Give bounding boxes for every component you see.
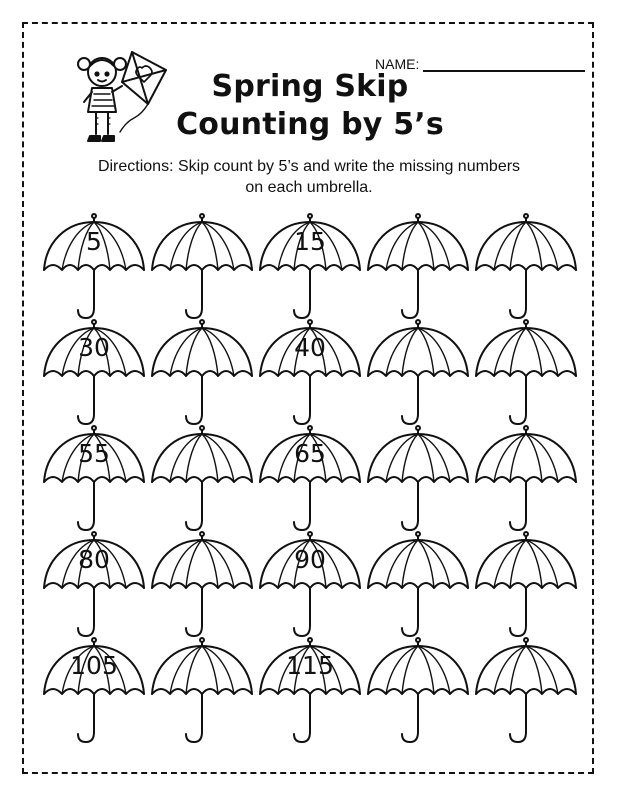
directions	[40, 156, 578, 198]
umbrella-cell[interactable]	[470, 318, 582, 428]
name-label: NAME:	[375, 56, 420, 72]
umbrella-cell[interactable]	[362, 318, 474, 428]
umbrella-cell[interactable]	[254, 318, 366, 428]
umbrella-cell[interactable]	[470, 424, 582, 534]
umbrella-number: 5	[86, 227, 102, 256]
directions-line-1: Directions: Skip count by 5’s and write the missing numbers	[97, 158, 521, 175]
umbrella-number: 115	[286, 651, 334, 680]
umbrella-cell[interactable]	[470, 636, 582, 746]
umbrella-cell[interactable]	[470, 212, 582, 322]
umbrella-cell[interactable]	[146, 636, 258, 746]
umbrella-number: 65	[294, 439, 326, 468]
umbrella-cell[interactable]	[254, 424, 366, 534]
umbrella-cell[interactable]	[362, 530, 474, 640]
umbrella-cell[interactable]	[38, 212, 150, 322]
umbrella-cell[interactable]	[362, 636, 474, 746]
worksheet-title	[150, 68, 470, 144]
title-line-2: Counting by 5’s	[176, 107, 444, 142]
umbrella-cell[interactable]	[146, 212, 258, 322]
umbrella-number: 40	[294, 333, 326, 362]
umbrella-number: 90	[294, 545, 326, 574]
umbrella-cell[interactable]	[254, 212, 366, 322]
umbrella-number: 55	[78, 439, 110, 468]
umbrella-cell[interactable]	[146, 424, 258, 534]
umbrella-cell[interactable]	[254, 530, 366, 640]
umbrella-number: 30	[78, 333, 110, 362]
umbrella-number: 105	[70, 651, 118, 680]
umbrella-cell[interactable]	[146, 318, 258, 428]
umbrella-cell[interactable]	[470, 530, 582, 640]
title-line-1: Spring Skip	[211, 69, 409, 104]
umbrella-grid	[38, 212, 580, 752]
umbrella-cell[interactable]	[362, 212, 474, 322]
umbrella-number: 15	[294, 227, 326, 256]
umbrella-cell[interactable]	[38, 636, 150, 746]
umbrella-number: 80	[78, 545, 110, 574]
umbrella-cell[interactable]	[38, 424, 150, 534]
umbrella-cell[interactable]	[362, 424, 474, 534]
directions-line-2: on each umbrella.	[245, 179, 373, 196]
umbrella-cell[interactable]	[38, 530, 150, 640]
umbrella-cell[interactable]	[254, 636, 366, 746]
umbrella-cell[interactable]	[146, 530, 258, 640]
umbrella-cell[interactable]	[38, 318, 150, 428]
